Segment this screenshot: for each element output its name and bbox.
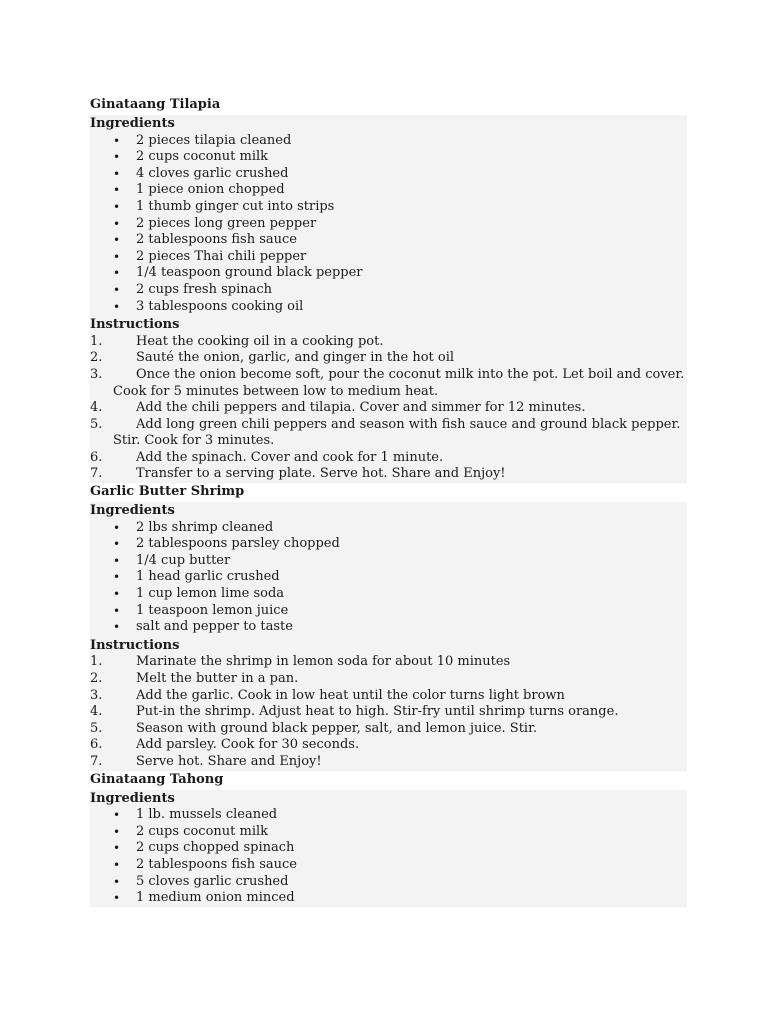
ingredient-item: • 2 tablespoons parsley chopped [90, 536, 687, 553]
ingredient-item: • 2 pieces long green pepper [90, 216, 687, 233]
step-number: 7. [90, 466, 103, 482]
ingredient-item: • 3 tablespoons cooking oil [90, 299, 687, 316]
ingredient-item: • 5 cloves garlic crushed [90, 874, 687, 891]
recipe-body [90, 790, 687, 907]
step-number: 6. [90, 737, 103, 753]
ingredient-item: • salt and pepper to taste [90, 619, 687, 636]
instruction-step [90, 334, 687, 351]
ingredient-item: • 1/4 cup butter [90, 553, 687, 570]
ingredient-item: • 2 cups chopped spinach [90, 840, 687, 857]
document-page [90, 96, 687, 907]
step-number: 3. [90, 366, 103, 382]
step-number: 2. [90, 671, 103, 686]
step-text: Serve hot. Share and Enjoy! [136, 753, 322, 769]
instruction-step [90, 704, 687, 721]
instruction-step [90, 754, 687, 771]
step-number: 1. [90, 654, 103, 670]
step-text: Heat the cooking oil in a cooking pot. [136, 333, 384, 349]
ingredients-list [90, 133, 687, 316]
instruction-step [90, 466, 687, 483]
ingredients-heading: Ingredients [90, 790, 175, 806]
recipe-body [90, 502, 687, 771]
instruction-step [90, 350, 687, 367]
ingredient-item: • 1 piece onion chopped [90, 182, 687, 199]
step-text: Season with ground black pepper, salt, and lemon juice. Stir. [136, 720, 538, 736]
instruction-step [90, 671, 687, 688]
ingredient-item: • 1 teaspoon lemon juice [90, 603, 687, 620]
step-text: Sauté the onion, garlic, and ginger in the hot oil [136, 350, 455, 366]
recipe-body [90, 115, 687, 483]
step-text: Melt the butter in a pan. [136, 671, 299, 686]
recipe-title: Ginataang Tahong [90, 771, 687, 790]
instruction-step [90, 654, 687, 671]
ingredient-item: • 2 cups fresh spinach [90, 282, 687, 299]
ingredient-item: • 2 tablespoons fish sauce [90, 232, 687, 249]
ingredient-item: • 1 cup lemon lime soda [90, 586, 687, 603]
ingredient-item: • 1 medium onion minced [90, 890, 687, 907]
ingredient-item: • 2 cups coconut milk [90, 149, 687, 166]
ingredients-list [90, 807, 687, 907]
instructions-list [90, 654, 687, 770]
step-number: 5. [90, 416, 103, 432]
ingredient-item: • 4 cloves garlic crushed [90, 166, 687, 183]
step-number: 4. [90, 704, 103, 720]
recipe-title: Ginataang Tilapia [90, 96, 687, 115]
step-number: 5. [90, 720, 103, 736]
step-number: 7. [90, 753, 103, 769]
ingredient-item: • 2 tablespoons fish sauce [90, 857, 687, 874]
ingredient-item: • 1 lb. mussels cleaned [90, 807, 687, 824]
step-text: Add the chili peppers and tilapia. Cover and simmer for 12 minutes. [136, 400, 586, 416]
ingredient-item: • 1 thumb ginger cut into strips [90, 199, 687, 216]
step-text: Add the garlic. Cook in low heat until the color turns light brown [136, 687, 565, 703]
recipe-title: Garlic Butter Shrimp [90, 483, 687, 502]
instruction-step [90, 367, 687, 400]
ingredient-item: • 2 cups coconut milk [90, 824, 687, 841]
step-text: Once the onion become soft, pour the coconut milk into the pot. Let boil and cover. Cook for 5 minutes between low to medium heat. [113, 366, 685, 399]
step-number: 4. [90, 400, 103, 416]
instructions-heading: Instructions [90, 317, 180, 333]
instruction-step [90, 737, 687, 754]
step-text: Add the spinach. Cover and cook for 1 minute. [136, 449, 444, 465]
ingredient-item: • 2 lbs shrimp cleaned [90, 520, 687, 537]
instructions-heading: Instructions [90, 637, 180, 653]
step-number: 3. [90, 687, 103, 703]
instruction-step [90, 450, 687, 467]
step-text: Transfer to a serving plate. Serve hot. Share and Enjoy! [136, 466, 506, 482]
step-text: Marinate the shrimp in lemon soda for about 10 minutes [136, 654, 511, 670]
ingredients-list [90, 520, 687, 636]
step-number: 1. [90, 333, 103, 349]
ingredients-heading: Ingredients [90, 116, 175, 131]
step-text: Put-in the shrimp. Adjust heat to high. Stir-fry until shrimp turns orange. [136, 704, 619, 720]
instruction-step [90, 688, 687, 705]
ingredient-item: • 1 head garlic crushed [90, 569, 687, 586]
ingredient-item: • 1/4 teaspoon ground black pepper [90, 265, 687, 282]
ingredient-item: • 2 pieces tilapia cleaned [90, 133, 687, 150]
step-number: 2. [90, 350, 103, 366]
instruction-step [90, 417, 687, 450]
step-number: 6. [90, 449, 103, 465]
step-text: Add long green chili peppers and season with fish sauce and ground black pepper. Stir. Cook for 3 minutes. [113, 416, 681, 449]
step-text: Add parsley. Cook for 30 seconds. [136, 737, 360, 753]
ingredients-heading: Ingredients [90, 503, 175, 519]
ingredient-item: • 2 pieces Thai chili pepper [90, 249, 687, 266]
instruction-step [90, 400, 687, 417]
instruction-step [90, 721, 687, 738]
instructions-list [90, 334, 687, 483]
